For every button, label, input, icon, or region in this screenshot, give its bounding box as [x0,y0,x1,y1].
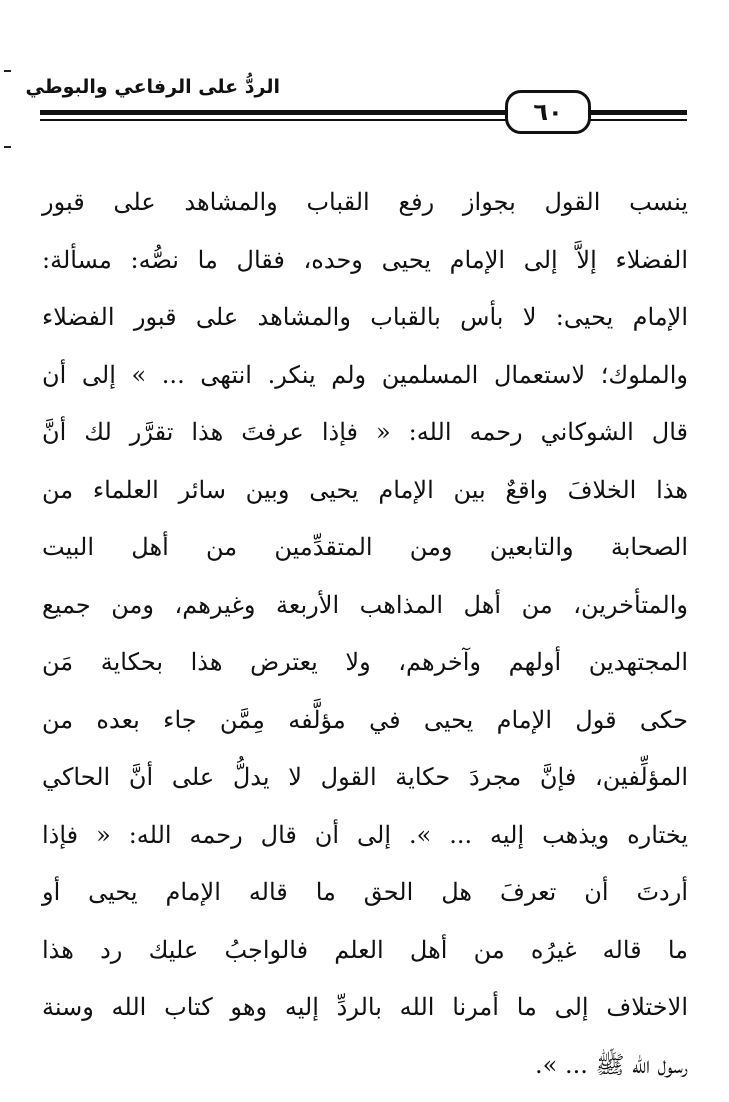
text-line: ما قاله غيرُه من أهل العلم فالواجبُ عليك رد هذا [42,935,688,964]
text-line: والملوك؛ لاستعمال المسلمين ولم ينكر. انتهى ... » إلى أن [42,360,688,389]
text-line: الإمام يحيى: لا بأس بالقباب والمشاهد على قبور الفضلاء [42,303,688,331]
body-text [42,174,688,1094]
running-header-title: الردُّ على الرفاعي والبوطي [25,76,280,98]
text-line: الاختلاف إلى ما أمرنا الله بالردِّ إليه وهو كتاب الله وسنة [42,993,688,1021]
text-line: الفضلاء إلاَّ إلى الإمام يحيى وحده، فقال ما نصُّه: مسألة: [42,245,688,274]
text-line: حكى قول الإمام يحيى في مؤلَّفه مِمَّن جاء بعده من [42,705,688,734]
margin-mark-bottom [4,146,11,148]
text-line: ينسب القول بجواز رفع القباب والمشاهد على قبور [42,188,688,216]
text-line-last: رسول الله ﷺ ... ». [535,1050,688,1079]
text-line: المجتهدين أولهم وآخرهم، ولا يعترض هذا بحكاية مَن [42,648,688,676]
text-line: يختاره ويذهب إليه ... ». إلى أن قال رحمه الله: « فإذا [42,820,688,849]
text-line: أردتَ أن تعرفَ هل الحق ما قاله الإمام يحيى أو [42,878,688,906]
margin-mark-top [4,70,11,72]
text-line: المؤلِّفين، فإنَّ مجردَ حكاية القول لا يدلُّ على أنَّ الحاكي [42,763,688,791]
text-line: الصحابة والتابعين ومن المتقدِّمين من أهل البيت [42,533,688,561]
page-number: ٦٠ [505,90,591,134]
text-line: والمتأخرين، من أهل المذاهب الأربعة وغيرهم، ومن جميع [42,590,688,619]
text-line: هذا الخلافَ واقعٌ بين الإمام يحيى وبين سائر العلماء من [42,475,688,504]
text-line: قال الشوكاني رحمه الله: « فإذا عرفتَ هذا تقرَّر لك أنَّ [42,418,688,446]
